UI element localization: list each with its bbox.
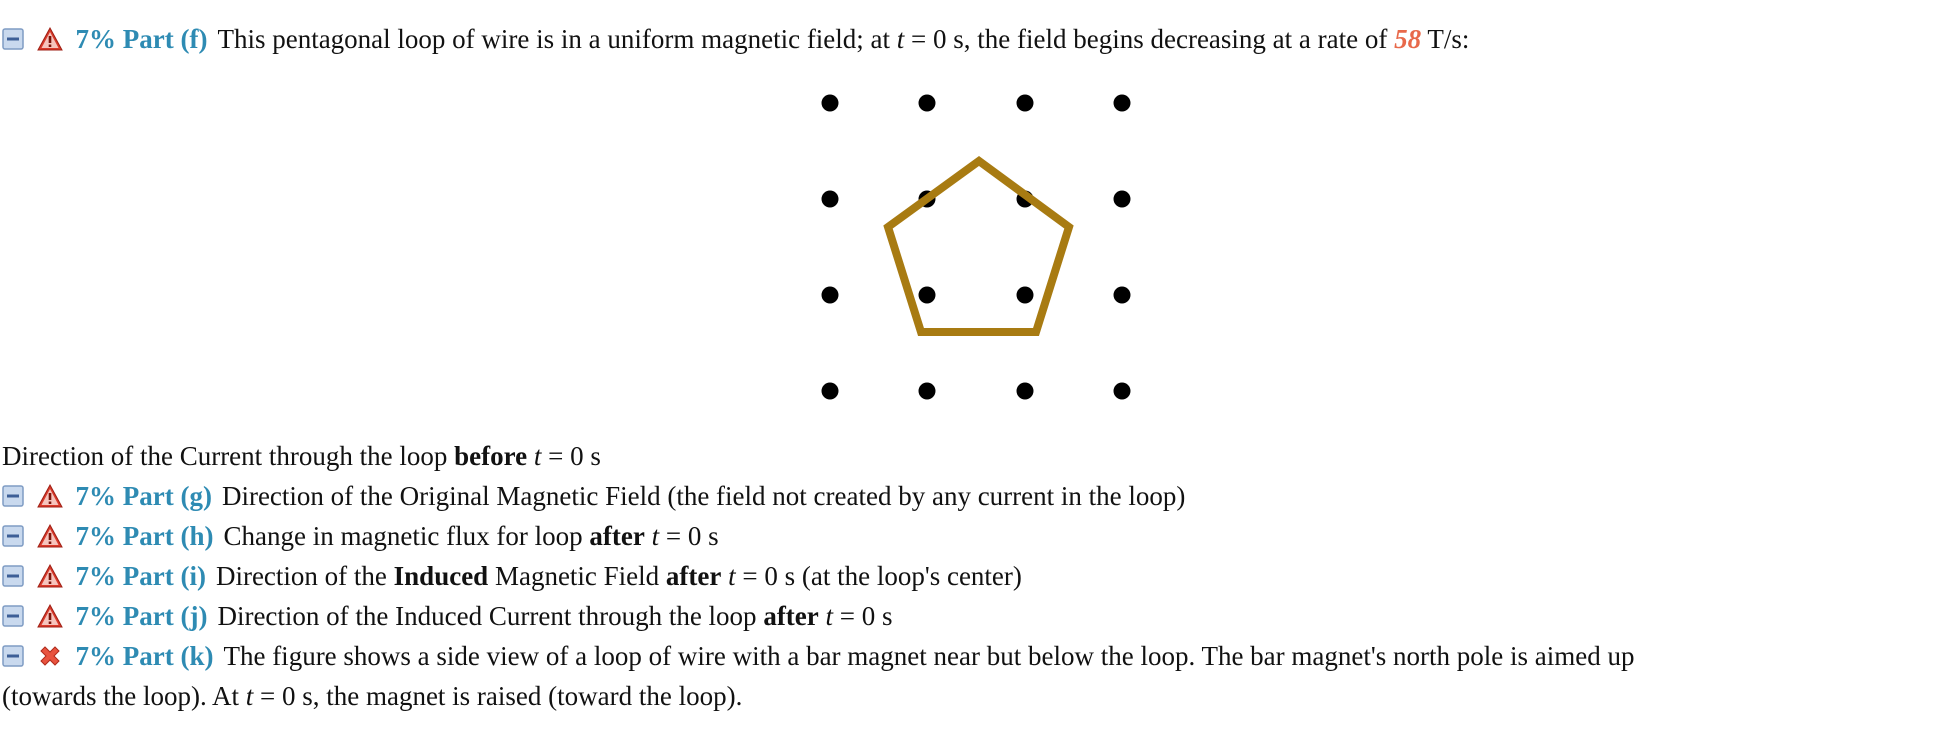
part-k-text-line2-a: (towards the loop). At xyxy=(2,681,246,711)
collapse-part-f-button[interactable] xyxy=(2,28,24,50)
part-i-bold-after: after xyxy=(665,561,722,591)
part-k-row xyxy=(2,636,1634,676)
part-j-text-b: = 0 s xyxy=(833,601,893,631)
time-symbol: t xyxy=(245,681,254,711)
part-f-row xyxy=(2,19,1469,59)
time-symbol: t xyxy=(896,24,905,54)
minus-box-icon xyxy=(2,28,24,50)
part-j-text-a: Direction of the Induced Current through the loop xyxy=(217,601,764,631)
part-k-text-line1: The figure shows a side view of a loop of wire with a bar magnet near but below the loop. The bar magnet's north pole is aimed up xyxy=(223,641,1635,671)
current-before-text-b: = 0 s xyxy=(541,441,601,471)
warning-triangle-icon xyxy=(37,604,63,628)
part-k-text-line2-b: = 0 s, the magnet is raised (toward the loop). xyxy=(253,681,743,711)
collapse-part-i-button[interactable] xyxy=(2,565,24,587)
pentagonal-wire-loop xyxy=(888,161,1069,332)
part-h-text-a: Change in magnetic flux for loop xyxy=(223,521,590,551)
part-h-row xyxy=(2,516,719,556)
collapse-part-k-button[interactable] xyxy=(2,645,24,667)
warning-triangle-icon xyxy=(37,27,63,51)
part-f-text-a: This pentagonal loop of wire is in a uniform magnetic field; at xyxy=(217,24,897,54)
minus-box-icon xyxy=(2,525,24,547)
current-before-bold: before xyxy=(454,441,528,471)
field-dots-out-of-page xyxy=(822,95,1131,400)
part-h-bold: after xyxy=(589,521,645,551)
red-x-icon xyxy=(37,643,63,669)
minus-box-icon xyxy=(2,565,24,587)
warning-triangle-icon xyxy=(37,524,63,548)
time-symbol: t xyxy=(728,561,736,591)
current-before-row[interactable] xyxy=(2,436,601,476)
part-f-text-c: T/s: xyxy=(1421,24,1470,54)
part-k-row-continued xyxy=(2,676,742,716)
part-k-label[interactable]: 7% Part (k) xyxy=(75,641,214,671)
minus-box-icon xyxy=(2,605,24,627)
part-g-text: Direction of the Original Magnetic Field (the field not created by any current in the loop) xyxy=(221,481,1186,511)
time-symbol: t xyxy=(533,441,542,471)
collapse-part-g-button[interactable] xyxy=(2,485,24,507)
part-h-text-b: = 0 s xyxy=(659,521,719,551)
part-g-row xyxy=(2,476,1185,516)
part-f-label[interactable]: 7% Part (f) xyxy=(75,24,208,54)
collapse-part-h-button[interactable] xyxy=(2,525,24,547)
part-h-label[interactable]: 7% Part (h) xyxy=(75,521,214,551)
warning-triangle-icon xyxy=(37,564,63,588)
part-i-row xyxy=(2,556,1022,596)
part-j-row xyxy=(2,596,893,636)
part-j-bold: after xyxy=(763,601,819,631)
rate-value: 58 xyxy=(1394,24,1422,54)
part-i-bold-induced: Induced xyxy=(393,561,489,591)
part-j-label[interactable]: 7% Part (j) xyxy=(75,601,208,631)
time-symbol: t xyxy=(651,521,660,551)
current-before-text-a: Direction of the Current through the loop xyxy=(2,441,455,471)
minus-box-icon xyxy=(2,645,24,667)
part-i-text-c: = 0 s (at the loop's center) xyxy=(735,561,1022,591)
time-symbol: t xyxy=(825,601,834,631)
part-g-label[interactable]: 7% Part (g) xyxy=(75,481,212,511)
pentagon-loop-figure xyxy=(800,70,1140,410)
collapse-part-j-button[interactable] xyxy=(2,605,24,627)
part-f-text-b: = 0 s, the field begins decreasing at a rate of xyxy=(904,24,1395,54)
magnetic-field-diagram xyxy=(800,70,1140,410)
part-i-label[interactable]: 7% Part (i) xyxy=(75,561,206,591)
part-i-text-a: Direction of the xyxy=(215,561,394,591)
warning-triangle-icon xyxy=(37,484,63,508)
minus-box-icon xyxy=(2,485,24,507)
part-i-text-b: Magnetic Field xyxy=(488,561,666,591)
